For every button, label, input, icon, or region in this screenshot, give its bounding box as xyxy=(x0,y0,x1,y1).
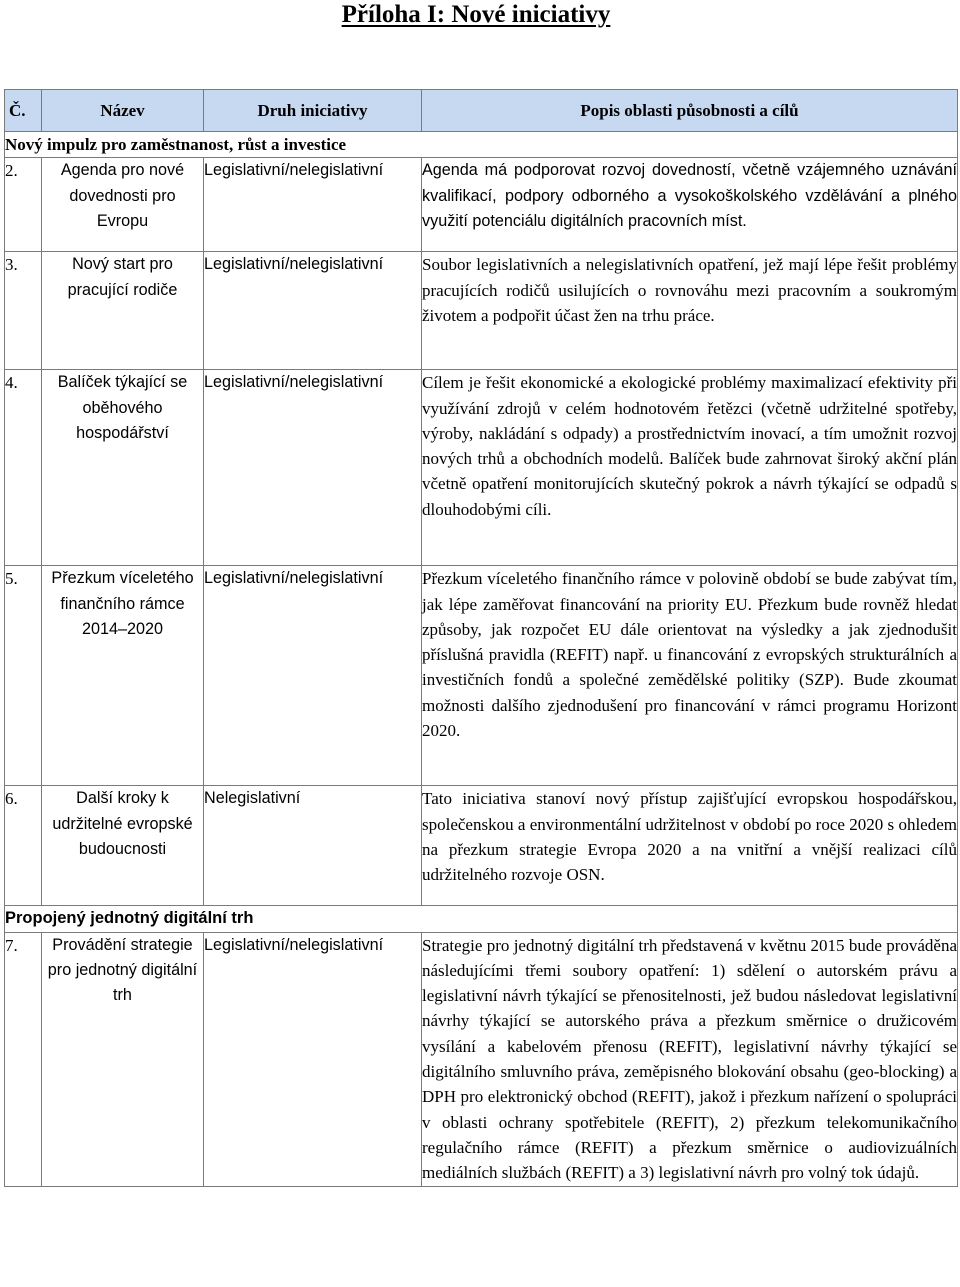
row-type: Legislativní/nelegislativní xyxy=(204,566,422,786)
header-number: Č. xyxy=(5,90,42,132)
row-description: Cílem je řešit ekonomické a ekologické problémy maximalizací efektivity při využívání zdrojů v celém hodnotovém řetězci (včetně udržitelné spotřeby, výroby, nakládání s odpady) a prostřednictvím inovací, a tím umožnit rozvoj nových trhů a obchodních modelů. Balíček bude zahrnovat široký akční plán včetně opatření monitorujících skutečný pokrok a návrh týkající se odpadů s dlouhodobými cíli. xyxy=(422,370,958,566)
row-type: Legislativní/nelegislativní xyxy=(204,370,422,566)
row-type: Nelegislativní xyxy=(204,786,422,906)
header-description: Popis oblasti působnosti a cílů xyxy=(422,90,958,132)
row-number: 7. xyxy=(5,932,42,1186)
header-type: Druh iniciativy xyxy=(204,90,422,132)
row-number: 3. xyxy=(5,252,42,370)
section-row xyxy=(5,132,958,158)
row-type: Legislativní/nelegislativní xyxy=(204,932,422,1186)
row-description: Soubor legislativních a nelegislativních opatření, jež mají lépe řešit problémy pracujících rodičů usilujících o rovnováhu mezi pracovním a soukromým životem a podpořit účast žen na trhu práce. xyxy=(422,252,958,370)
table-row xyxy=(5,252,958,370)
initiatives-table xyxy=(4,89,958,1187)
row-number: 2. xyxy=(5,158,42,252)
table-row xyxy=(5,158,958,252)
table-header-row xyxy=(5,90,958,132)
row-description: Přezkum víceletého finančního rámce v polovině období se bude zabývat tím, jak lépe zaměřovat financování na priority EU. Přezkum bude rovněž hledat způsoby, jak rozpočet EU dále orientovat na výsledky a jak zjednodušit příslušná pravidla (REFIT) např. u financování z evropských strukturálních a investičních fondů a společné zemědělské politiky (SZP). Bude zkoumat možnosti dalšího zjednodušení pro financování v rámci programu Horizont 2020. xyxy=(422,566,958,786)
section-title: Propojený jednotný digitální trh xyxy=(5,906,958,932)
row-name: Balíček týkající se oběhového hospodářství xyxy=(42,370,204,566)
row-name: Další kroky k udržitelné evropské budoucnosti xyxy=(42,786,204,906)
row-number: 5. xyxy=(5,566,42,786)
table-row xyxy=(5,370,958,566)
table-row xyxy=(5,566,958,786)
page-title: Příloha I: Nové iniciativy xyxy=(341,1,611,28)
row-name: Provádění strategie pro jednotný digitální trh xyxy=(42,932,204,1186)
row-number: 4. xyxy=(5,370,42,566)
table-row xyxy=(5,786,958,906)
row-description: Strategie pro jednotný digitální trh představená v květnu 2015 bude prováděna následujícími třemi soubory opatření: 1) sdělení o autorském právu a legislativní návrh týkající se přenositelnosti, jež budou následovat legislativní návrhy týkající se autorského práva a přezkum směrnice o družicovém vysílání a kabelovém přenosu (REFIT), legislativní návrhy týkající se digitálního smluvního práva, zeměpisného blokování obsahu (geo-blocking) a DPH pro elektronický obchod (REFIT), jakož i přezkum nařízení o spolupráci v oblasti ochrany spotřebitele (REFIT), 2) přezkum telekomunikačního regulačního rámce (REFIT) a přezkum směrnice o audiovizuálních mediálních službách (REFIT) a 3) legislativní návrh pro volný tok údajů. xyxy=(422,932,958,1186)
header-name: Název xyxy=(42,90,204,132)
row-name: Přezkum víceletého finančního rámce 2014–2020 xyxy=(42,566,204,786)
section-row xyxy=(5,906,958,932)
row-name: Nový start pro pracující rodiče xyxy=(42,252,204,370)
row-number: 6. xyxy=(5,786,42,906)
row-description: Agenda má podporovat rozvoj dovedností, včetně vzájemného uznávání kvalifikací, podpory odborného a vysokoškolského vzdělávání a plného využití potenciálu digitálních pracovních míst. xyxy=(422,158,958,252)
row-description: Tato iniciativa stanoví nový přístup zajišťující evropskou hospodářskou, společenskou a environmentální udržitelnost v období po roce 2020 s ohledem na přezkum strategie Evropa 2020 a na vnitřní a vnější realizaci cílů udržitelného rozvoje OSN. xyxy=(422,786,958,906)
row-name: Agenda pro nové dovednosti pro Evropu xyxy=(42,158,204,252)
section-title: Nový impulz pro zaměstnanost, růst a investice xyxy=(5,132,958,158)
row-type: Legislativní/nelegislativní xyxy=(204,252,422,370)
row-type: Legislativní/nelegislativní xyxy=(204,158,422,252)
table-row xyxy=(5,932,958,1186)
